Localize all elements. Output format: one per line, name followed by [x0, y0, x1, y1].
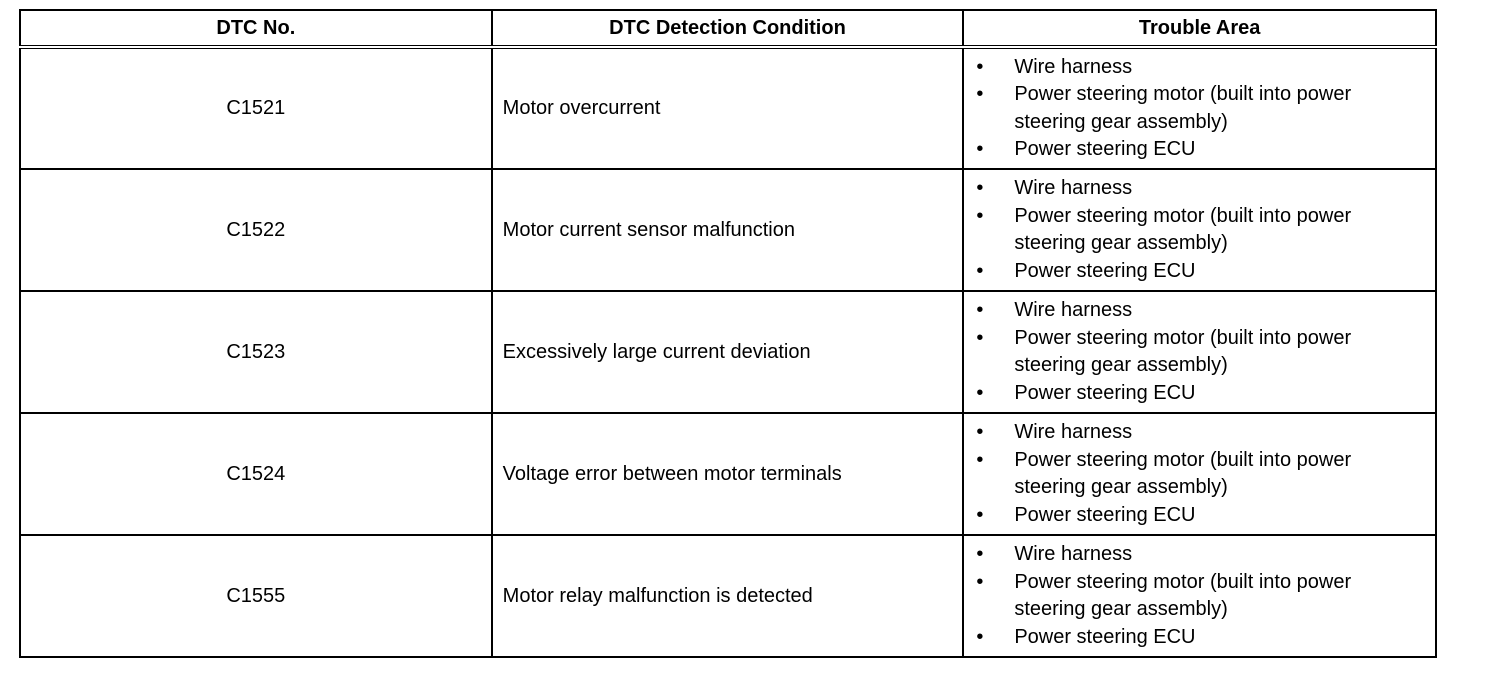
list-item [974, 502, 1425, 530]
list-item [974, 203, 1425, 258]
trouble-area-text: Power steering motor (built into power steering gear assembly) [1014, 83, 1352, 133]
list-item [974, 624, 1425, 652]
list-item [974, 541, 1425, 569]
list-item [974, 54, 1425, 82]
trouble-area-text: Power steering ECU [1014, 138, 1196, 160]
bullet-icon: • [976, 55, 984, 78]
dtc-code: C1522 [20, 169, 492, 291]
bullet-icon: • [976, 259, 984, 282]
trouble-area-text: Power steering ECU [1014, 259, 1196, 282]
bullet-icon: • [976, 625, 984, 648]
dtc-code: C1523 [20, 291, 492, 413]
trouble-area-text: Power steering motor (built into power steering gear assembly) [1014, 204, 1352, 254]
list-item [974, 325, 1425, 380]
trouble-area-text: Wire harness [1014, 177, 1133, 199]
list-item [974, 81, 1425, 136]
list-item [974, 447, 1425, 502]
bullet-icon: • [976, 448, 984, 471]
header-dtc-no: DTC No. [20, 10, 492, 47]
table-body [20, 47, 1436, 657]
trouble-area-list [974, 297, 1425, 407]
list-item [974, 380, 1425, 408]
dtc-code: C1521 [20, 47, 492, 169]
detection-condition: Excessively large current deviation [492, 291, 964, 413]
trouble-area-text: Power steering motor (built into power steering gear assembly) [1014, 448, 1352, 498]
detection-condition: Motor overcurrent [492, 47, 964, 169]
header-trouble-area: Trouble Area [963, 10, 1436, 47]
header-row [20, 10, 1436, 47]
trouble-area-text: Power steering ECU [1014, 625, 1196, 648]
table-row [20, 291, 1436, 413]
list-item [974, 175, 1425, 203]
bullet-icon: • [976, 421, 984, 443]
table-row [20, 535, 1436, 657]
bullet-icon: • [976, 543, 984, 565]
table-row [20, 413, 1436, 535]
bullet-icon: • [976, 83, 984, 105]
trouble-area-text: Power steering ECU [1014, 381, 1196, 404]
table-header [20, 10, 1436, 47]
trouble-area-list [974, 175, 1425, 285]
trouble-area-list [974, 419, 1425, 529]
bullet-icon: • [976, 326, 984, 349]
bullet-icon: • [976, 204, 984, 227]
dtc-table [19, 9, 1437, 658]
trouble-area-list [974, 54, 1425, 164]
trouble-area-text: Wire harness [1014, 421, 1133, 443]
table-row [20, 47, 1436, 169]
bullet-icon: • [976, 177, 984, 199]
detection-condition: Motor relay malfunction is detected [492, 535, 964, 657]
dtc-code: C1555 [20, 535, 492, 657]
bullet-icon: • [976, 138, 984, 160]
trouble-area-text: Power steering motor (built into power steering gear assembly) [1014, 570, 1352, 620]
list-item [974, 419, 1425, 447]
trouble-area-text: Power steering motor (built into power steering gear assembly) [1014, 326, 1352, 376]
trouble-area [963, 169, 1436, 291]
list-item [974, 569, 1425, 624]
table-row [20, 169, 1436, 291]
trouble-area-text: Power steering ECU [1014, 503, 1196, 526]
list-item [974, 258, 1425, 286]
bullet-icon: • [976, 381, 984, 404]
trouble-area-list [974, 541, 1425, 651]
trouble-area [963, 413, 1436, 535]
bullet-icon: • [976, 570, 984, 593]
trouble-area-text: Wire harness [1014, 299, 1133, 321]
bullet-icon: • [976, 299, 984, 321]
list-item [974, 136, 1425, 164]
header-detection-condition: DTC Detection Condition [492, 10, 964, 47]
detection-condition: Motor current sensor malfunction [492, 169, 964, 291]
dtc-code: C1524 [20, 413, 492, 535]
trouble-area [963, 291, 1436, 413]
trouble-area-text: Wire harness [1014, 55, 1133, 78]
list-item [974, 297, 1425, 325]
bullet-icon: • [976, 503, 984, 526]
trouble-area-text: Wire harness [1014, 543, 1133, 565]
detection-condition: Voltage error between motor terminals [492, 413, 964, 535]
trouble-area [963, 47, 1436, 169]
trouble-area [963, 535, 1436, 657]
